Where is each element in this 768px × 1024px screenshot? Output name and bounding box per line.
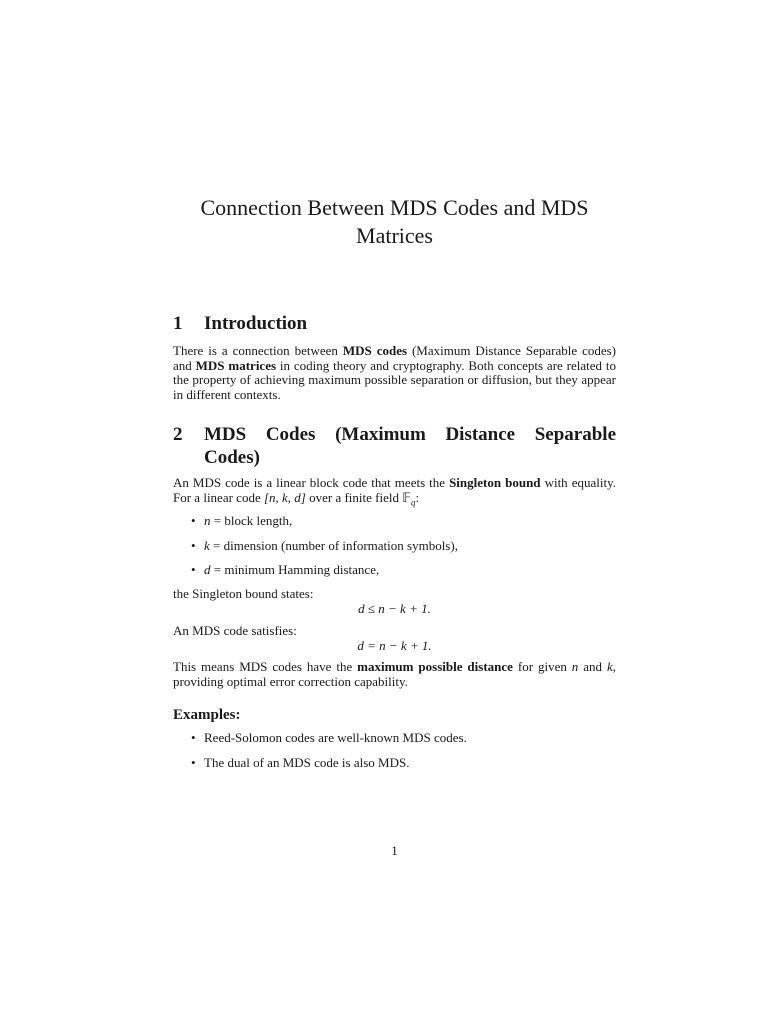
conclusion-paragraph <box>173 660 616 689</box>
list-item-text: = block length, <box>210 513 293 528</box>
text-run: over a finite field <box>305 489 403 505</box>
bullet: • <box>191 537 196 553</box>
text-run: in coding theory and cryptography. Both concepts are related to the property of achieving maximum possible separation or diffusion, but they appear in different contexts. <box>173 357 616 402</box>
math-inline: n <box>571 659 579 674</box>
section-number: 2 <box>173 424 183 445</box>
list-item-text: The dual of an MDS code is also MDS. <box>204 754 410 770</box>
text-run: with equality. For a linear code <box>173 475 616 505</box>
mds-equality-equation: d = n − k + 1. <box>357 638 432 653</box>
section-title: Introduction <box>204 313 308 334</box>
list-item-text: = minimum Hamming distance, <box>210 562 380 578</box>
bold-term: MDS matrices <box>195 357 277 373</box>
bullet: • <box>191 562 196 578</box>
bullet: • <box>191 730 196 745</box>
bold-term: Singleton bound <box>449 475 541 490</box>
math-subscript: q <box>411 497 416 508</box>
list-item <box>173 514 616 529</box>
math-inline: k <box>204 537 210 553</box>
paper-title: Connection Between MDS Codes and MDS Matrices <box>200 195 589 248</box>
bullet: • <box>191 754 196 770</box>
examples-list <box>173 731 616 770</box>
bullet: • <box>191 513 196 528</box>
list-item-text: Reed-Solomon codes are well-known MDS codes. <box>204 730 467 745</box>
list-item <box>173 563 616 578</box>
math-inline: n <box>204 513 211 528</box>
text-run: and <box>578 659 607 674</box>
text-run: There is a connection between <box>173 343 343 358</box>
singleton-bound-equation: d ≤ n − k + 1. <box>358 601 431 616</box>
bold-term: maximum possible distance <box>357 659 513 674</box>
text-run: An MDS code is a linear block code that meets the <box>173 475 450 490</box>
section-2-heading <box>173 423 616 469</box>
section-title: MDS Codes (Maximum Distance Separable Codes) <box>204 424 616 468</box>
text-run: , providing optimal error correction capability. <box>173 659 616 689</box>
section-1-heading <box>173 312 616 335</box>
examples-heading: Examples: <box>173 707 241 723</box>
math-inline: d <box>204 562 211 578</box>
page-number: 1 <box>391 843 398 858</box>
text-run: for given <box>512 659 572 674</box>
list-item <box>173 539 616 554</box>
intro-paragraph <box>173 344 616 402</box>
math-inline: [n, k, d] <box>263 489 306 505</box>
list-item <box>173 731 616 746</box>
bold-term: MDS codes <box>342 343 408 358</box>
list-item-text: = dimension (number of information symbols), <box>209 537 458 553</box>
mds-definition-paragraph <box>173 476 616 510</box>
math-inline: k <box>606 659 613 674</box>
section-number: 1 <box>173 313 183 334</box>
bound-lead-text: the Singleton bound states: <box>173 586 314 601</box>
math-inline: 𝔽 <box>402 489 412 505</box>
text-run: : <box>415 489 420 505</box>
list-item <box>173 756 616 771</box>
parameter-list <box>173 514 616 578</box>
satisfies-lead-text: An MDS code satisfies: <box>173 623 297 638</box>
text-run: (Maximum Distance Separable codes) and <box>173 343 616 373</box>
text-run: This means MDS codes have the <box>173 659 358 674</box>
